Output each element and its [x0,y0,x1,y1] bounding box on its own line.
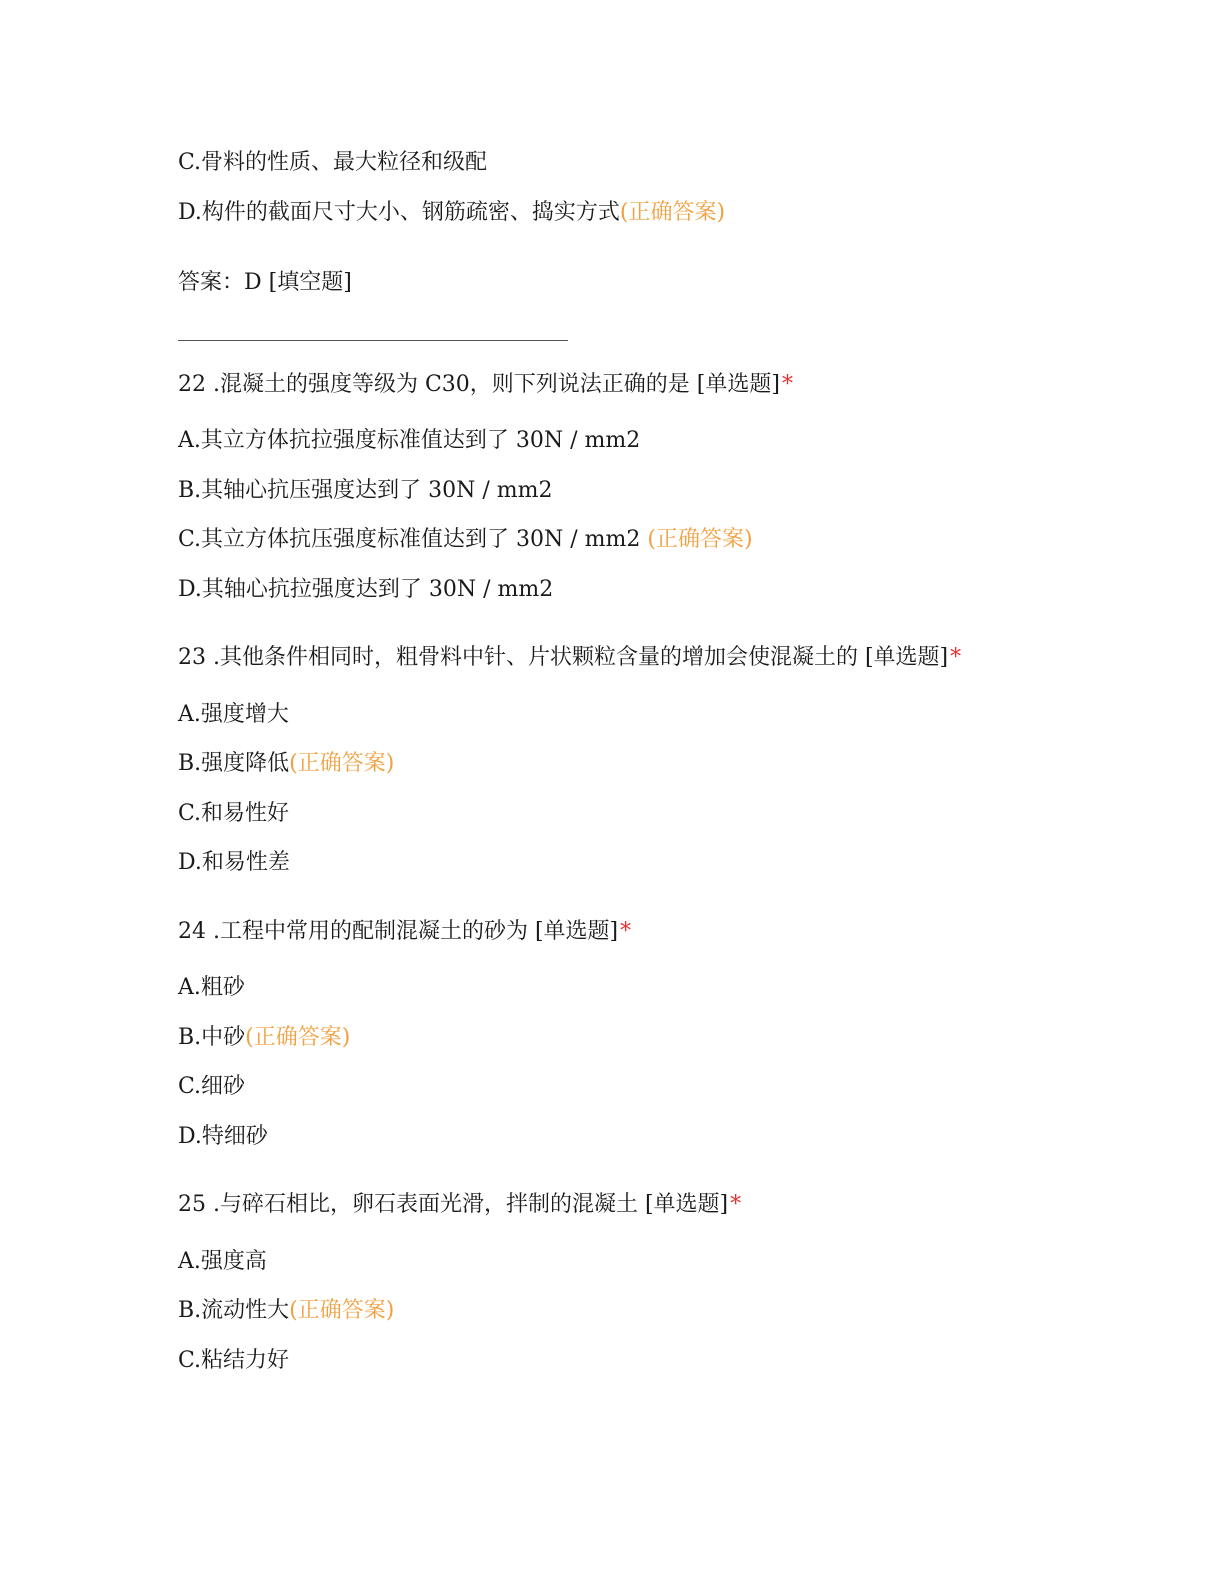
option-text: B.流动性大 [178,1298,290,1323]
question-25-option-c [178,1346,289,1376]
answer-line [178,268,352,298]
correct-answer-tag: (正确答案) [289,1298,395,1323]
option-text: A.强度增大 [178,702,289,727]
option-text: A.强度高 [178,1249,267,1274]
option-text: A.粗砂 [178,975,245,1000]
correct-answer-tag: (正确答案) [289,751,395,776]
correct-answer-tag: (正确答案) [245,1025,351,1050]
prev-option-c [178,148,487,178]
question-24-stem [178,917,631,947]
option-text: C.骨料的性质、最大粒径和级配 [178,150,488,175]
question-23-option-a [178,700,289,730]
answer-text: 答案：D [填空题] [178,270,352,295]
option-text: C.其立方体抗压强度标准值达到了 30N / mm2 [178,527,648,552]
option-text: B.强度降低 [178,751,290,776]
option-text: D.特细砂 [178,1124,268,1149]
question-24-option-c [178,1072,245,1102]
question-23-option-d [178,848,290,878]
option-text: B.其轴心抗压强度达到了 30N / mm2 [178,478,553,503]
required-mark: * [730,1192,742,1217]
option-text: D.构件的截面尺寸大小、钢筋疏密、捣实方式 [178,200,620,225]
option-text: C.和易性好 [178,801,290,826]
required-mark: * [781,372,793,397]
correct-answer-tag: (正确答案) [619,200,726,225]
question-text: 24 .工程中常用的配制混凝土的砂为 [单选题] [178,919,619,944]
option-text: D.其轴心抗拉强度达到了 30N / mm2 [178,577,554,602]
option-text: B.中砂 [178,1025,246,1050]
option-text: A.其立方体抗拉强度标准值达到了 30N / mm2 [178,428,641,453]
question-text: 23 .其他条件相同时，粗骨料中针、片状颗粒含量的增加会使混凝土的 [单选题] [178,645,949,670]
question-23-option-c [178,799,289,829]
question-22-option-b [178,476,553,506]
question-25-stem [178,1190,741,1220]
question-22-option-c [178,525,753,555]
option-text: D.和易性差 [178,850,290,875]
question-22-stem [178,370,793,400]
question-22-option-a [178,426,640,456]
question-24-option-b [178,1023,350,1053]
question-24-option-d [178,1122,268,1152]
prev-option-d [178,198,725,228]
question-25-option-b [178,1296,394,1326]
required-mark: * [620,919,632,944]
required-mark: * [950,645,962,670]
question-24-option-a [178,973,245,1003]
question-22-option-d [178,575,553,605]
question-text: 25 .与碎石相比，卵石表面光滑，拌制的混凝土 [单选题] [178,1192,729,1217]
question-23-option-b [178,749,394,779]
correct-answer-tag: (正确答案) [647,527,753,552]
fill-in-blank-underline [178,340,568,341]
option-text: C.粘结力好 [178,1348,290,1373]
option-text: C.细砂 [178,1074,246,1099]
question-23-stem [178,643,961,673]
question-25-option-a [178,1247,267,1277]
question-text: 22 .混凝土的强度等级为 C30，则下列说法正确的是 [单选题] [178,372,780,397]
